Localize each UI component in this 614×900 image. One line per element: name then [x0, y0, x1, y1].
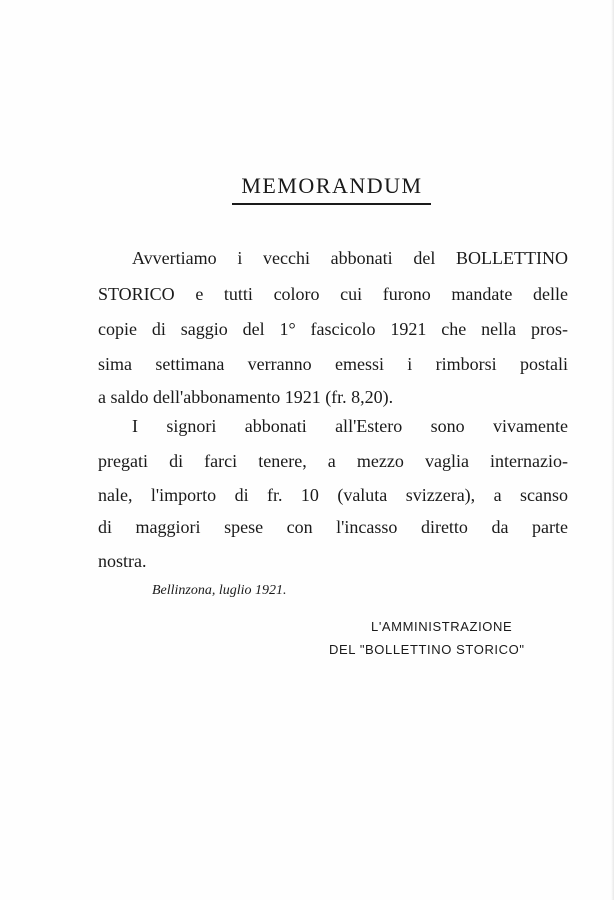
paragraph-1-line-5: a saldo dell'abbonamento 1921 (fr. 8,20). — [98, 387, 394, 407]
signature-line-1: L'AMMINISTRAZIONE — [371, 619, 513, 634]
dateline: Bellinzona, luglio 1921. — [152, 583, 287, 598]
paragraph-2-line-3: nale, l'importo di fr. 10 (valuta svizzera), a scanso — [98, 485, 568, 505]
memorandum-title: MEMORANDUM — [241, 173, 423, 198]
paragraph-2-line-4: di maggiori spese con l'incasso diretto da parte — [98, 517, 568, 537]
title-underline — [232, 203, 431, 205]
paragraph-1-line-1: Avvertiamo i vecchi abbonati del BOLLETTINO — [132, 248, 568, 268]
paragraph-1-line-4: sima settimana verranno emessi i rimborsi postali — [98, 354, 568, 374]
paragraph-2-line-5: nostra. — [98, 551, 147, 571]
paragraph-1-line-2: STORICO e tutti coloro cui furono mandate delle — [98, 284, 568, 304]
paragraph-2-line-1: I signori abbonati all'Estero sono vivamente — [132, 416, 568, 436]
paragraph-2-line-2: pregati di farci tenere, a mezzo vaglia internazio- — [98, 451, 568, 471]
signature-line-2: DEL "BOLLETTINO STORICO" — [329, 642, 525, 657]
paragraph-1-line-3: copie di saggio del 1° fascicolo 1921 che nella pros- — [98, 319, 568, 339]
